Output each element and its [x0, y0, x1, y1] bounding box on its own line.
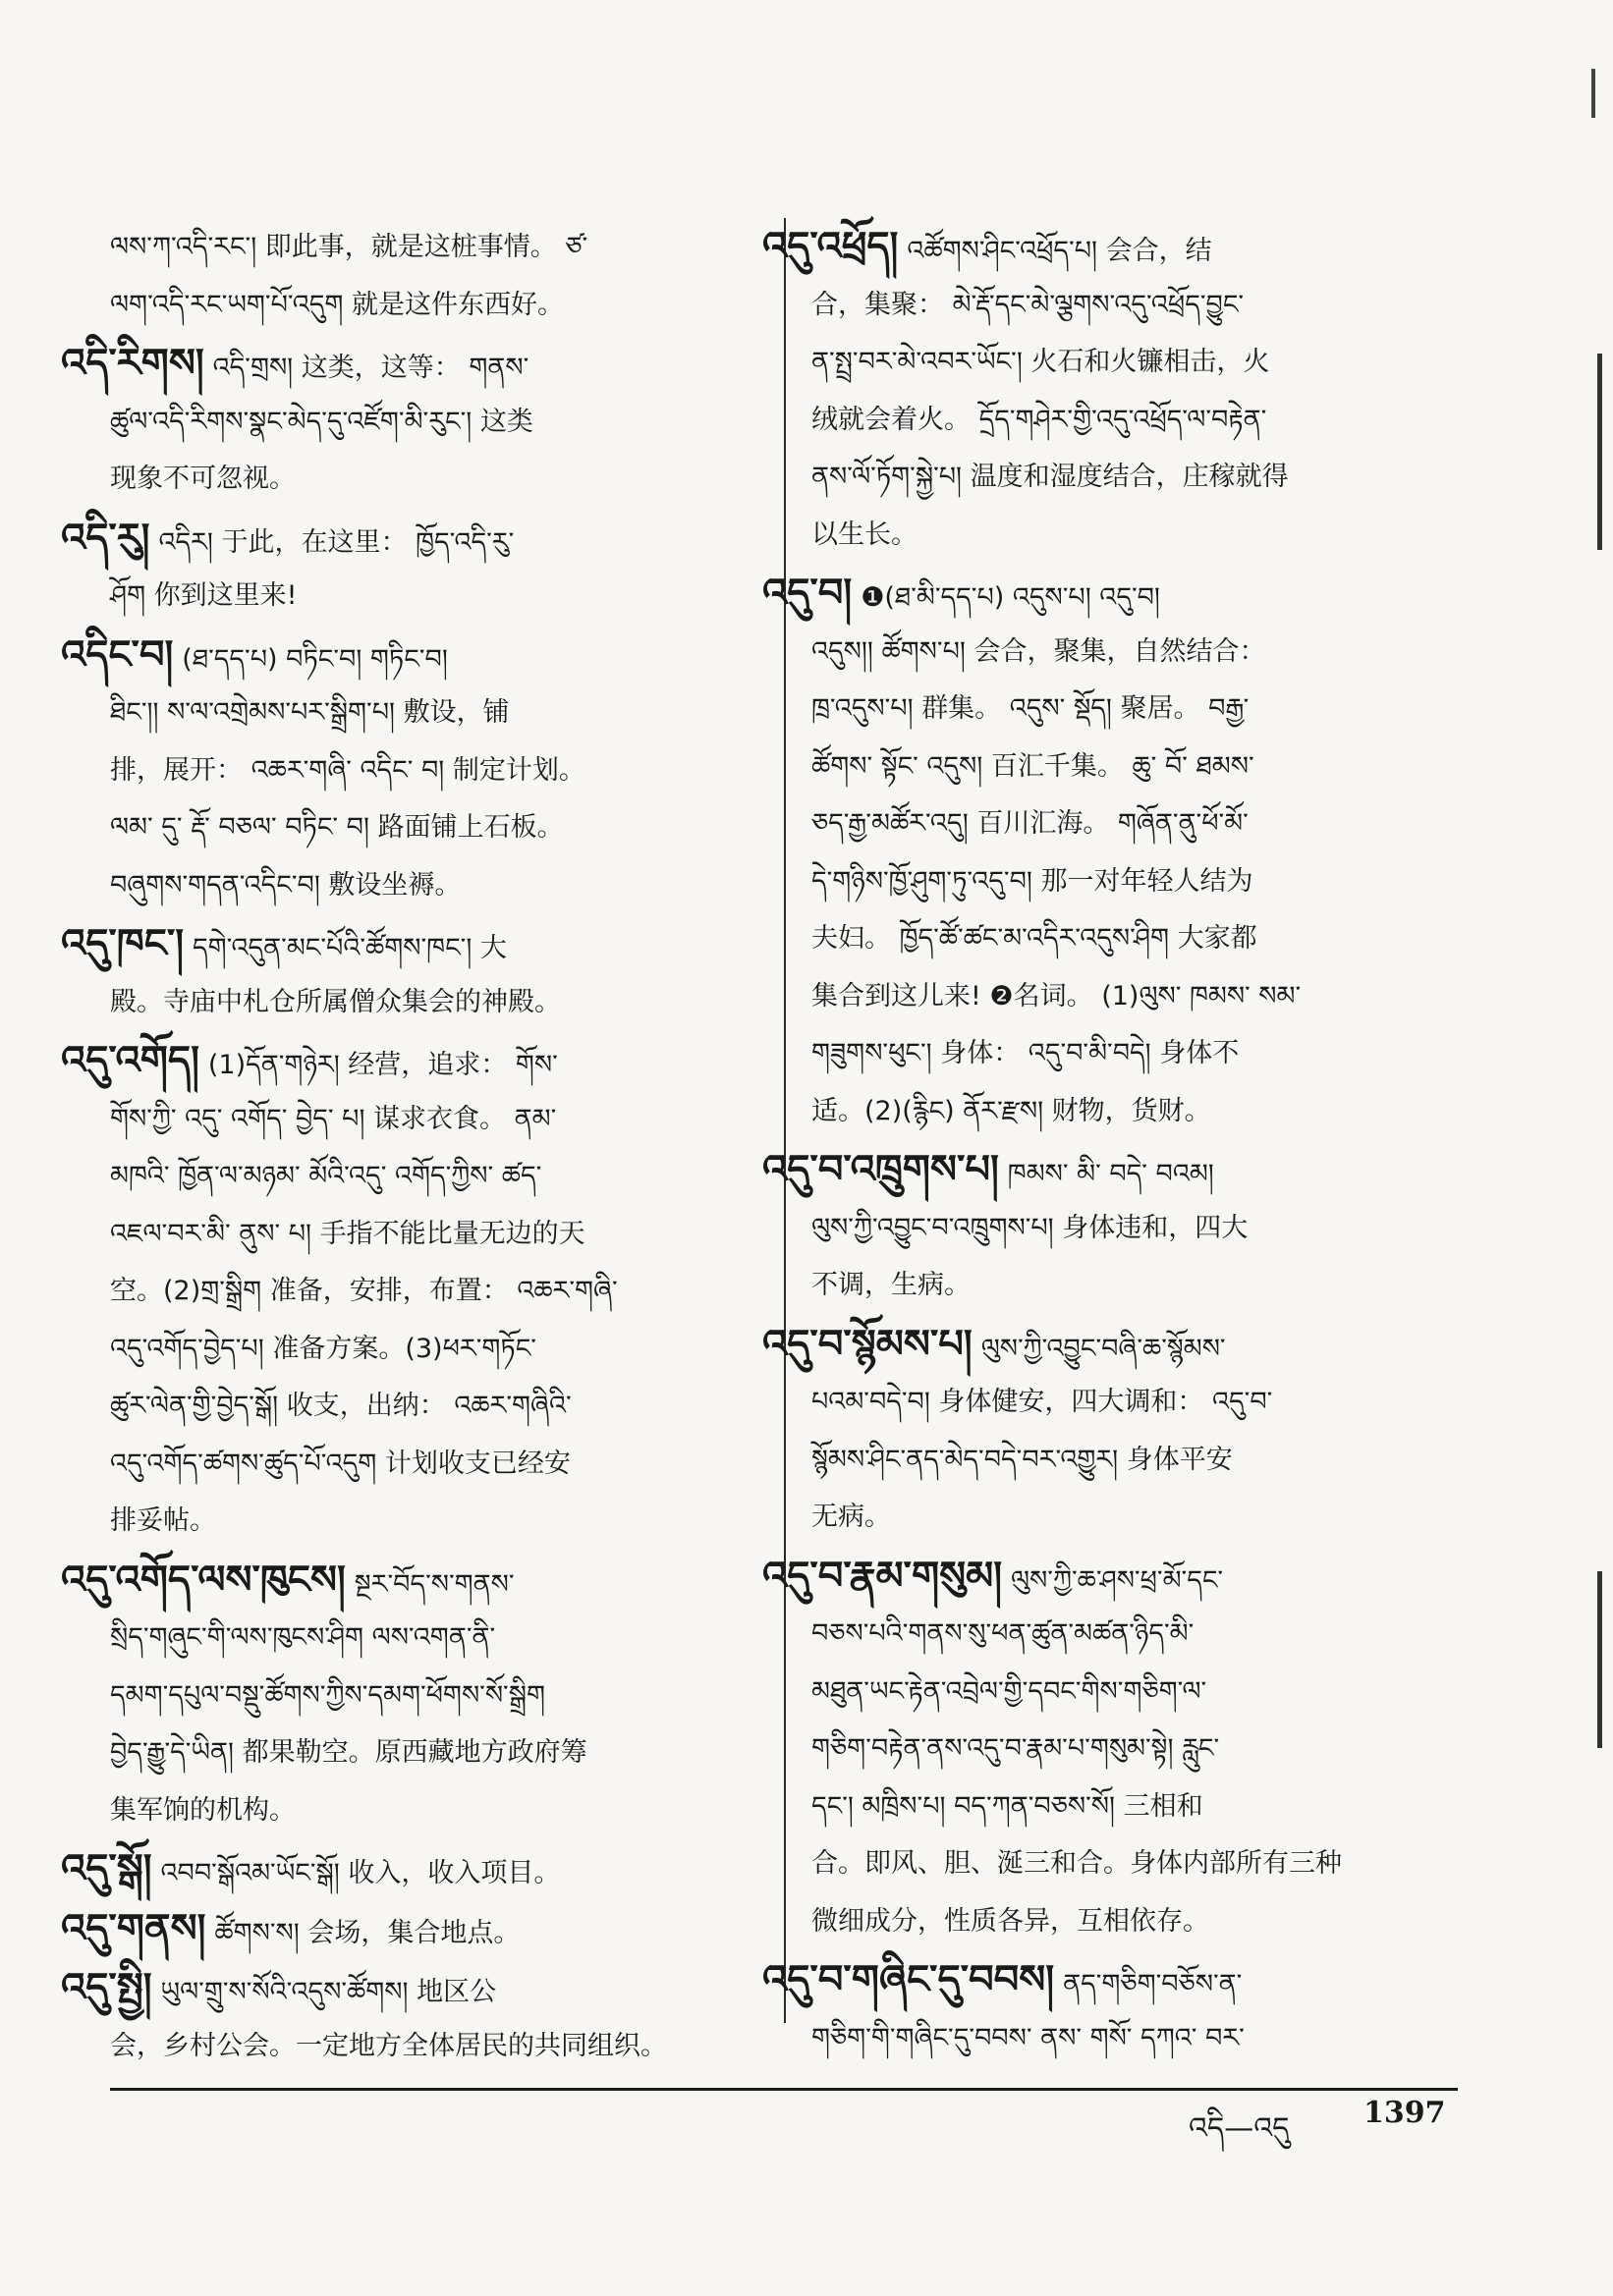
dictionary-entry [61, 1032, 758, 1550]
footer-range: འདི—འདུ [1189, 2111, 1290, 2146]
entry-text: ལུས་ཀྱི་འབྱུང་བ་འཁྲུགས་པ། 身体违和，四大 [811, 1212, 1249, 1243]
entry-text: 排妥帖。 [110, 1505, 216, 1536]
dictionary-entry [61, 1840, 758, 1898]
entry-line [811, 738, 1460, 795]
dictionary-entry [762, 1951, 1460, 2066]
footer-rule [110, 2088, 1458, 2091]
entry-text: སྙོམས་ཤིང་ནད་མེད་བདེ་བར་འགྱུར། 身体平安 [811, 1444, 1233, 1475]
entry-text: སྲིད་གཞུང་གི་ལས་ཁུངས་ཤིག ལས་འགན་ནི་ [110, 1622, 496, 1653]
entry-line [811, 1720, 1460, 1777]
entry-headword: འདིང་བ། [61, 631, 174, 678]
entry-line [110, 1435, 758, 1493]
entry-line [110, 798, 758, 856]
entry-line [811, 1834, 1460, 1892]
right-column [762, 218, 1460, 2068]
entry-line [61, 1840, 758, 1898]
entry-text: འདུས།། ཚོགས་པ། 会合，聚集，自然结合： [811, 635, 1266, 667]
entry-text: མཁའི་ ཁྱོན་ལ་མཉམ་ མོའི་འདུ་ འགོད་ཀྱིས་ ཚད་ [110, 1161, 542, 1191]
entry-line [110, 856, 758, 914]
dictionary-entry [61, 915, 758, 1030]
page-number: 1397 [1363, 2096, 1446, 2130]
entry-line [61, 510, 758, 568]
entry-text: འབབ་སྒོའམ་ཡོང་སྒོ། 收入，收入项目。 [160, 1858, 561, 1888]
entry-text: ན་སྤྲ་བར་མེ་འབར་ཡོང་། 火石和火镰相击，火 [811, 347, 1270, 377]
entry-line [811, 1605, 1460, 1663]
entry-line [110, 393, 758, 451]
entry-text: དེ་གཉིས་ཁྱོ་ཤུག་ཏུ་འདུ་བ། 那一对年轻人结为 [811, 865, 1253, 897]
entry-text: 合，集聚： མེ་རྡོ་དང་མེ་ལྕགས་འདུ་འཕྲོད་བྱུང་ [811, 289, 1245, 320]
entry-text: གཟུགས་ཕུང་། 身体： འདུ་བ་མི་བདེ། 身体不 [811, 1038, 1240, 1068]
entry-line [811, 1892, 1460, 1950]
dictionary-entry [61, 1900, 758, 1958]
entry-line [61, 1959, 758, 2017]
entry-text: ཚོགས་ སྟོང་ འདུས། 百汇千集。 ཆུ་ བོ་ ཐམས་ [811, 750, 1254, 782]
dictionary-entry [762, 1141, 1460, 1314]
entry-text: ཤོག 你到这里来! [110, 580, 298, 611]
entry-line [811, 506, 1460, 564]
entry-line [110, 2017, 758, 2075]
entry-text: ལམ་ དུ་ རྡོ་ བཅལ་ བཏིང་ བ། 路面铺上石板。 [110, 812, 564, 843]
entry-line [811, 2009, 1460, 2067]
entry-line [811, 1663, 1460, 1721]
entry-line [110, 1147, 758, 1205]
entry-text: 合。即风、胆、涎三和合。身体内部所有三种 [811, 1848, 1342, 1879]
scan-edge-mark [1597, 354, 1602, 550]
entry-text: 微细成分，性质各异，互相依存。 [811, 1905, 1209, 1937]
entry-headword: འདུ་འགོད་ལས་ཁུངས། [61, 1557, 346, 1603]
entry-line [811, 623, 1460, 681]
entry-line [110, 1262, 758, 1320]
entry-text: དམག་དཔུལ་བསྡུ་ཚོགས་ཀྱིས་དམག་ཕོགས་སོ་སྒྲིག [110, 1679, 545, 1711]
entry-line [762, 1316, 1460, 1374]
entry-line [110, 450, 758, 508]
entry-line [811, 909, 1460, 967]
entry-headword: འདུ་བ་འཁྲུགས་པ། [762, 1147, 999, 1192]
entry-text: པའམ་བདེ་བ། 身体健安，四大调和： འདུ་བ་ [811, 1387, 1273, 1417]
entry-line [762, 1951, 1460, 2009]
entry-line [811, 1199, 1460, 1257]
entry-text: 绒就会着火。 དྲོད་གཤེར་གྱི་འདུ་འཕྲོད་ལ་བརྟེན་ [811, 404, 1267, 435]
entry-line [811, 333, 1460, 391]
entry-line [811, 1373, 1460, 1431]
entry-line [762, 1141, 1460, 1199]
entry-headword: འདུ་བ། [762, 571, 853, 616]
entry-headword: འདུ་འགོད། [61, 1038, 199, 1083]
entry-line [811, 1777, 1460, 1835]
entry-line [811, 1082, 1460, 1140]
entry-text: སྔར་བོད་ས་གནས་ [354, 1568, 515, 1600]
entry-text: 会，乡村公会。一定地方全体居民的共同组织。 [110, 2030, 667, 2061]
entry-line [110, 683, 758, 741]
dictionary-entry [61, 510, 758, 625]
entry-text: 集军饷的机构。 [110, 1794, 296, 1826]
entry-headword: འདུ་སྒོ། [61, 1846, 152, 1891]
entry-line [110, 1205, 758, 1263]
entry-text: 现象不可忽视。 [110, 464, 296, 494]
entry-headword: འདི་རིགས། [61, 341, 204, 386]
entry-text: 夫妇。 ཁྱོད་ཚོ་ཚང་མ་འདིར་འདུས་ཤིག 大家都 [811, 923, 1257, 954]
entry-line [811, 391, 1460, 449]
entry-text: ཡུལ་གྲུ་ས་སོའི་འདུས་ཚོགས། 地区公 [160, 1977, 497, 2007]
entry-headword: འདུ་བ་གཞིང་དུ་བབས། [762, 1957, 1055, 2002]
entry-text: གཅིག་གི་གཞིང་དུ་བབས་ ནས་ གསོ་ དཀའ་ བར་ [811, 2022, 1245, 2053]
entry-line [61, 335, 758, 393]
column-divider [784, 218, 786, 2023]
entry-line [110, 567, 758, 625]
entry-text: (1)དོན་གཉེར། 经营，追求： གོས་ [207, 1050, 558, 1080]
entry-text: ལག་འདི་རང་ཡག་པོ་འདུག 就是这件东西好。 [110, 289, 564, 320]
entry-text: འདུ་འགོད་བྱེད་པ། 准备方案。(3)ཕར་གཏོང་ [110, 1333, 536, 1364]
entry-line [811, 276, 1460, 334]
dictionary-entry [762, 1316, 1460, 1546]
entry-line [811, 1024, 1460, 1082]
entry-line [811, 1488, 1460, 1546]
entry-line [61, 915, 758, 973]
entry-line [811, 1256, 1460, 1314]
entry-line [61, 627, 758, 684]
entry-line [110, 1609, 758, 1667]
entry-line [110, 1492, 758, 1550]
entry-text: 集合到这儿来! ❷名词。 (1)ལུས་ ཁམས་ སམ་ [811, 980, 1302, 1011]
dictionary-entry [61, 1959, 758, 2074]
entry-text: ནད་གཅིག་བཅོས་ན་ [1063, 1969, 1243, 1999]
entry-line [811, 680, 1460, 738]
entry-text: ཚུལ་འདི་རིགས་སྣང་མེད་དུ་འཛོག་མི་རུང་། 这类 [110, 406, 533, 437]
entry-line [811, 1431, 1460, 1489]
dictionary-entry [762, 565, 1460, 1139]
entry-text: 空。(2)གྲ་སྒྲིག 准备，安排，布置： འཆར་གཞི་ [110, 1276, 618, 1306]
entry-headword: འདུ་སྤྱི། [61, 1965, 152, 2010]
entry-text: ལུས་ཀྱི་འབྱུང་བཞི་ཆ་སྙོམས་ [980, 1333, 1226, 1364]
entry-line [110, 973, 758, 1031]
entry-text: མཐུན་ཡང་རྟེན་འབྲེལ་གྱི་དབང་གིས་གཅིག་ལ་ [811, 1675, 1207, 1707]
entry-text: 殿。寺庙中札仓所属僧众集会的神殿。 [110, 986, 561, 1017]
entry-text: བྱེད་རྒྱུ་དེ་ཡིན། 都果勒空。原西藏地方政府筹 [110, 1737, 587, 1768]
entry-text: ཚོགས་ས། 会场，集合地点。 [214, 1917, 521, 1948]
entry-text: ལས་ཀ་འདི་རང་། 即此事，就是这桩事情。 ཙ་ [110, 232, 588, 262]
entry-line [110, 218, 758, 276]
entry-line [811, 448, 1460, 506]
entry-line [762, 565, 1460, 623]
scan-edge-mark [1591, 69, 1595, 118]
entry-line [110, 1090, 758, 1148]
entry-line [110, 1377, 758, 1435]
entry-text: འདི་གྲས། 这类，这等： གནས་ [212, 353, 529, 383]
entry-text: བཞུགས་གདན་འདིང་བ། 敷设坐褥。 [110, 869, 462, 901]
entry-text: དགེ་འདུན་མང་པོའི་ཚོགས་ཁང་། 大 [193, 933, 507, 963]
entry-text: 适。(2)(རྙིང) ནོར་རྫས། 财物，货财。 [811, 1095, 1211, 1126]
entry-line [110, 276, 758, 334]
dictionary-entry [762, 1548, 1460, 1950]
entry-line [762, 218, 1460, 276]
entry-text: 无病。 [811, 1502, 891, 1532]
entry-text: ནས་ལོ་ཏོག་སྐྱེ་པ། 温度和湿度结合，庄稼就得 [811, 462, 1289, 492]
entry-line [811, 794, 1460, 852]
entry-line [110, 741, 758, 799]
entry-headword: འདུ་འཕྲོད། [762, 224, 899, 269]
entry-text: དང་། མཁྲིས་པ། བད་ཀན་བཅས་སོ། 三相和 [811, 1790, 1203, 1822]
entry-headword: འདུ་ཁང་། [61, 921, 185, 966]
entry-text: 排，展开： འཆར་གཞི་ འདིང་ བ། 制定计划。 [110, 754, 585, 786]
entry-line [110, 1667, 758, 1724]
dictionary-entry [61, 335, 758, 508]
entry-text: ཚུར་ལེན་གྱི་བྱེད་སྒོ། 收支，出纳： འཆར་གཞིའི་ [110, 1391, 572, 1421]
entry-text: ❶(ཐ་མི་དད་པ) འདུས་པ། འདུ་བ། [861, 582, 1160, 613]
entry-text: འཇལ་བར་མི་ ནུས་ པ། 手指不能比量无边的天 [110, 1218, 585, 1249]
entry-line [110, 1781, 758, 1839]
entry-line [811, 852, 1460, 910]
entry-line [61, 1552, 758, 1610]
entry-text: འདུ་འགོད་ཚགས་ཚུད་པོ་འདུག 计划收支已经安 [110, 1448, 571, 1479]
entry-text: 不调，生病。 [811, 1270, 971, 1300]
scan-edge-mark [1597, 1571, 1602, 1748]
entry-text: གོས་ཀྱི་ འདུ་ འགོད་ བྱེད་ པ། 谋求衣食。 ནམ་ [110, 1103, 557, 1134]
dictionary-entry [61, 1552, 758, 1839]
left-column [61, 218, 758, 2076]
entry-text: ཅད་རྒྱ་མཚོར་འདུ། 百川汇海。 གཞོན་ནུ་ཕོ་མོ་ [811, 808, 1249, 839]
entry-line [110, 1723, 758, 1781]
entry-line [61, 1032, 758, 1090]
entry-line [61, 1900, 758, 1958]
entry-text: ཁམས་ མི་ བདེ་ བའམ། [1007, 1159, 1214, 1189]
entry-text: 以生长。 [811, 519, 918, 550]
entry-text: ལུས་ཀྱི་ཆ་ཤས་ཕྲ་མོ་དང་ [1011, 1564, 1224, 1596]
entry-text: བཅས་པའི་གནས་སུ་ཕན་ཚུན་མཚན་ཉིད་མི་ [811, 1618, 1195, 1649]
entry-headword: འདུ་གནས། [61, 1905, 206, 1951]
dictionary-entry [762, 218, 1460, 563]
entry-headword: འདི་རུ། [61, 515, 150, 561]
entry-text: (ཐ་དད་པ) བཏིང་བ། གཏིང་བ། [182, 643, 448, 675]
entry-line [762, 1548, 1460, 1606]
dictionary-entry [110, 218, 758, 333]
entry-line [110, 1320, 758, 1378]
entry-text: ཁྲ་འདུས་པ། 群集。 འདུས་ སྡོད། 聚居。 བརྒྱ་ [811, 693, 1250, 724]
entry-text: གཅིག་བརྟེན་ནས་འདུ་བ་རྣམ་པ་གསུམ་སྟེ། རླུང་ [811, 1733, 1220, 1764]
entry-headword: འདུ་བ་རྣམ་གསུམ། [762, 1553, 1003, 1599]
entry-text: འཚོགས་ཤིང་འཕྲོད་པ། 会合，结 [907, 236, 1212, 266]
entry-line [811, 967, 1460, 1025]
dictionary-entry [61, 627, 758, 914]
entry-headword: འདུ་བ་སྙོམས་པ། [762, 1321, 973, 1367]
entry-text: འདིར། 于此，在这里： ཁྱོད་འདི་རུ་ [158, 526, 515, 558]
entry-text: ཐིང་།། ས་ལ་འགྲེམས་པར་སྒྲིག་པ། 敷设，铺 [110, 697, 510, 728]
